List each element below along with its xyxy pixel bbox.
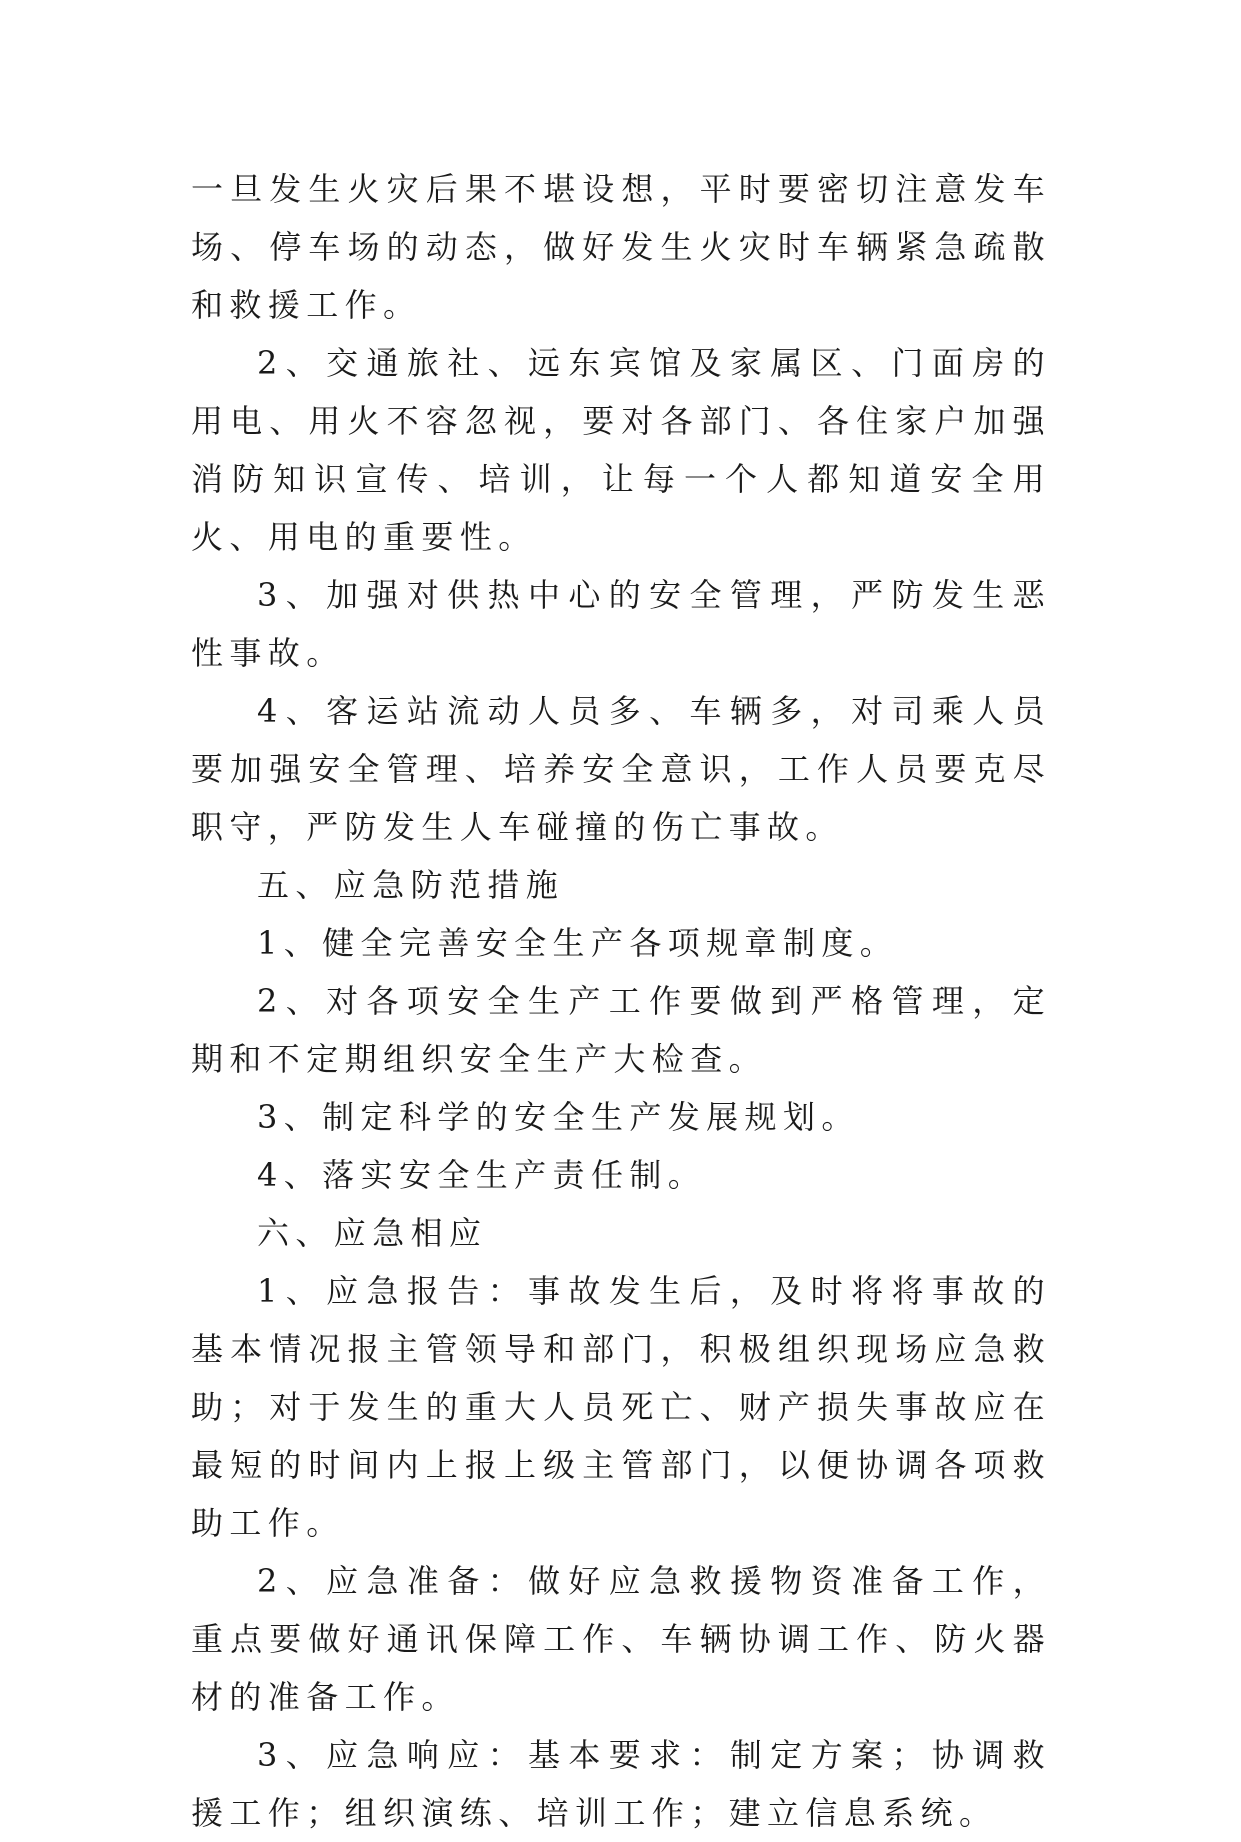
section-heading-5: 五、应急防范措施	[257, 866, 565, 904]
paragraph-response-1-report: 1、应急报告：事故发生后，及时将将事故的基本情况报主管领导和部门，积极组织现场应急救助；对于发生的重大人员死亡、财产损失事故应在最短的时间内上报上级主管部门，以便协调各项救助工作。	[191, 1272, 1051, 1542]
paragraph-response-3-response: 3、应急响应：基本要求：制定方案；协调救援工作；组织演练、培训工作；建立信息系统。	[191, 1736, 1051, 1832]
paragraph-measure-2: 2、对各项安全生产工作要做到严格管理，定期和不定期组织安全生产大检查。	[191, 982, 1051, 1078]
paragraph-response-2-preparation: 2、应急准备：做好应急救援物资准备工作，重点要做好通讯保障工作、车辆协调工作、防火器材的准备工作。	[191, 1562, 1051, 1716]
document-body	[191, 160, 1051, 1842]
paragraph-fire-continuation: 一旦发生火灾后果不堪设想，平时要密切注意发车场、停车场的动态，做好发生火灾时车辆紧急疏散和救援工作。	[191, 170, 1051, 324]
paragraph-measure-1: 1、健全完善安全生产各项规章制度。	[257, 924, 899, 962]
paragraph-item-4-passenger-station: 4、客运站流动人员多、车辆多，对司乘人员要加强安全管理、培养安全意识，工作人员要克尽职守，严防发生人车碰撞的伤亡事故。	[191, 692, 1051, 846]
paragraph-item-3-heating: 3、加强对供热中心的安全管理，严防发生恶性事故。	[191, 576, 1051, 672]
section-heading-6: 六、应急相应	[257, 1214, 488, 1252]
paragraph-measure-4: 4、落实安全生产责任制。	[257, 1156, 707, 1194]
paragraph-item-2-electricity: 2、交通旅社、远东宾馆及家属区、门面房的用电、用火不容忽视，要对各部门、各住家户加强消防知识宣传、培训，让每一个人都知道安全用火、用电的重要性。	[191, 344, 1051, 556]
paragraph-measure-3: 3、制定科学的安全生产发展规划。	[257, 1098, 860, 1136]
